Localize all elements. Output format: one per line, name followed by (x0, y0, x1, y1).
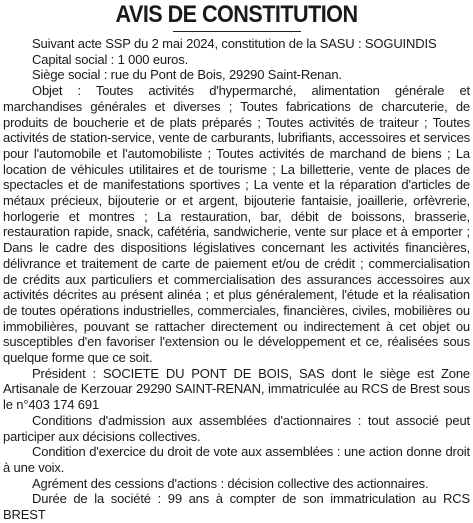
duration-line: Durée de la société : 99 ans à compter de son immatriculation au RCS BREST (3, 491, 470, 523)
deed-line: Suivant acte SSP du 2 mai 2024, constitution de la SASU : SOGUINDIS (32, 36, 437, 51)
president-paragraph: Président : SOCIETE DU PONT DE BOIS, SAS dont le siège est Zone Artisanale de Kerzouar 29290 SAINT-RENAN, immatriculée au RCS de Brest sous le n°403 174 691 (3, 365, 470, 413)
capital-line: Capital social : 1 000 euros. (32, 51, 189, 67)
notice-body (3, 36, 470, 523)
head-office-line: Siège social : rue du Pont de Bois, 29290 Saint-Renan. (32, 67, 342, 83)
admission-paragraph: Conditions d'admission aux assemblées d'actionnaires : tout associé peut participer aux décisions collectives. (3, 412, 470, 444)
voting-paragraph: Condition d'exercice du droit de vote aux assemblées : une action donne droit à une voix. (3, 444, 470, 475)
share-transfer-line: Agrément des cessions d'actions : décision collective des actionnaires. (32, 475, 429, 491)
object-paragraph: Objet : Toutes activités d'hypermarché, alimentation générale et marchandises générales et diverses ; Toutes fabrications de charcuterie, de produits de boucherie et de plats préparés ; Toutes activités de traiteur ; Toutes activités de station-service, vente de carburants, lubrifiants, accessoires et services pour l'automobile et l'automobiliste ; Toutes activités de marchand de biens ; La location de véhicules utilitaires et de tourisme ; La billetterie, vente de places de spectacles et de manifestations sportives ; La vente et la réparation d'articles de métaux précieux, bijouterie or et argent, bijouterie fantaisie, joaillerie, orfèvrerie, horlogerie et montres ; La restauration, bar, débit de boissons, brasserie, restauration rapide, snack, cafétéria, sandwicherie, vente sur place et à emporter ; Dans le cadre des dispositions législatives concernant les activités financières, délivrance et traitement de carte de paiement et/ou de crédit ; commercialisation de crédits aux particuliers et commercialisation des assurances accessoires aux activités décrites au présent alinéa ; et plus généralement, l'étude et la réalisation de toutes opérations industrielles, commerciales, financières, civiles, mobilières ou immobilières, pouvant se rattacher directement ou indirectement à cet objet ou susceptibles d'en favoriser l'extension ou le développement et ce, réalisées sous quelque forme que ce soit. (3, 83, 470, 366)
notice-title: AVIS DE CONSTITUTION (115, 1, 358, 28)
title-underline (173, 31, 301, 32)
